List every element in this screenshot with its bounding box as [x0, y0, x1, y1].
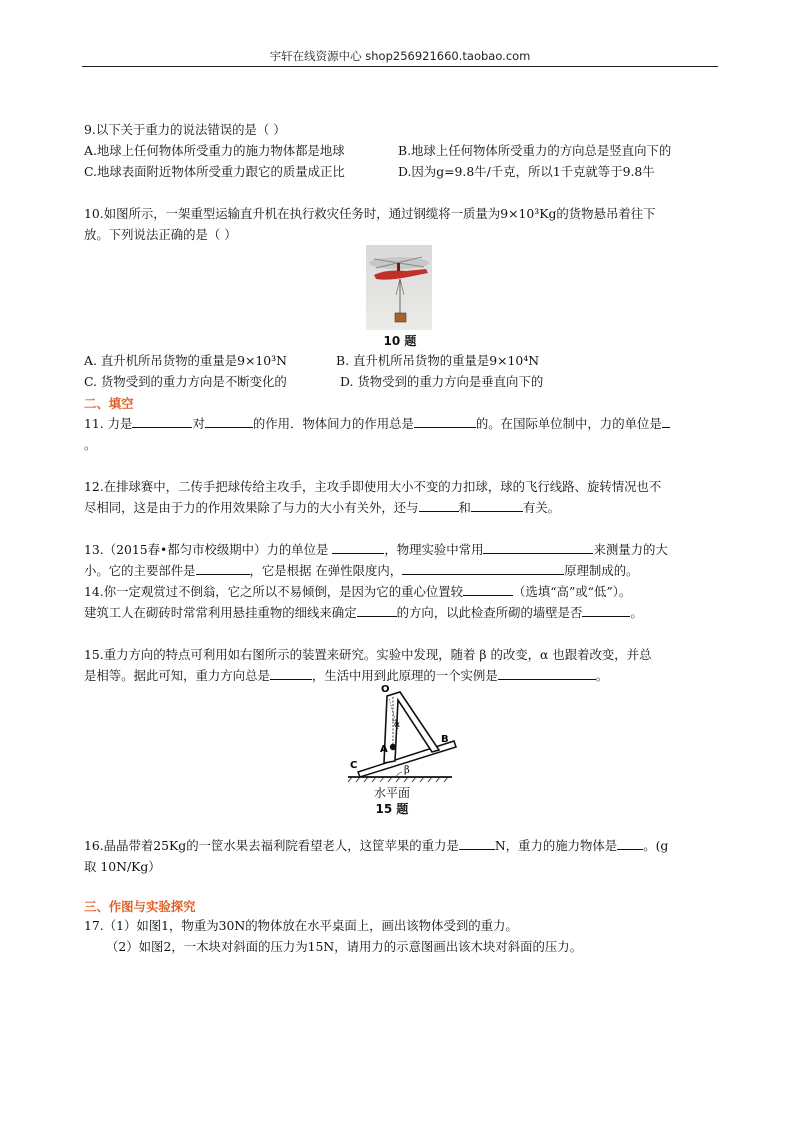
- label-a: A: [380, 744, 388, 755]
- q9-option-c: C.地球表面附近物体所受重力跟它的质量成正比: [84, 164, 345, 179]
- q15-blank1[interactable]: [270, 667, 312, 680]
- q15-part2: ，生活中用到此原理的一个实例是: [311, 668, 498, 683]
- q9-option-d: D.因为g=9.8牛/千克，所以1千克就等于9.8牛: [398, 164, 655, 179]
- q13-part2: ，物理实验中常用: [384, 542, 484, 557]
- q15-part1: 是相等。据此可知，重力方向总是: [84, 668, 270, 683]
- q16-part2: N，重力的施力物体是: [494, 838, 618, 853]
- q13-part3: 来测量力的大: [593, 542, 668, 557]
- q16-line1: [84, 837, 668, 855]
- q12-part1: 尽相同，这是由于力的作用效果除了与力的大小有关外，还与: [84, 500, 419, 515]
- q10-option-a: A. 直升机所吊货物的重量是9×10³N: [84, 353, 287, 368]
- q16-part1: 16.晶晶带着25Kg的一筐水果去福利院看望老人，这筐苹果的重力是: [84, 838, 459, 853]
- q15-part3: 。: [595, 668, 609, 683]
- q15-line1: 15.重力方向的特点可利用如右图所示的装置来研究。实验中发现，随着 β 的改变，α 也跟着改变，并总: [84, 647, 652, 662]
- q10-option-b: B. 直升机所吊货物的重量是9×10⁴N: [336, 353, 540, 368]
- q16-part3: 。(g: [643, 838, 669, 853]
- q10-option-c: C. 货物受到的重力方向是不断变化的: [84, 374, 287, 389]
- q10-option-d: D. 货物受到的重力方向是垂直向下的: [340, 374, 544, 389]
- q12-blank2[interactable]: [471, 499, 523, 512]
- label-alpha: α: [394, 720, 401, 730]
- label-b: B: [441, 734, 449, 745]
- q11-part2: 对: [192, 416, 205, 431]
- q13-part1: 13.（2015春•都匀市校级期中）力的单位是: [84, 542, 333, 557]
- label-c: C: [350, 760, 358, 771]
- q12-part3: 有关。: [522, 500, 561, 515]
- q15-blank2[interactable]: [498, 667, 596, 680]
- q11-blank1[interactable]: [132, 415, 192, 428]
- q14-line1: [84, 583, 631, 601]
- q15-figure-caption: 15 题: [375, 802, 409, 816]
- q11-part3: 的作用．物体间力的作用总是: [252, 416, 414, 431]
- q9-option-a: A.地球上任何物体所受重力的施力物体都是地球: [84, 143, 345, 158]
- label-o: O: [381, 684, 390, 695]
- q13-blank1[interactable]: [332, 541, 384, 554]
- q14-part2: （选填“高”或“低”）。: [513, 584, 632, 599]
- q13-blank2[interactable]: [483, 541, 593, 554]
- q13-part4: 小。它的主要部件是: [84, 563, 196, 578]
- q10-figure-caption: 10 题: [383, 334, 417, 348]
- q9-option-b: B.地球上任何物体所受重力的方向总是竖直向下的: [398, 143, 672, 158]
- q16-blank1[interactable]: [459, 837, 495, 850]
- section-fill-in-title: 二、填空: [84, 396, 134, 411]
- q11-part1: 11. 力是: [84, 416, 133, 431]
- q9-stem: 9.以下关于重力的说法错误的是（ ）: [84, 122, 286, 137]
- q11-part4: 的。在国际单位制中，力的单位是: [475, 416, 662, 431]
- q16-blank2[interactable]: [617, 837, 643, 850]
- q10-stem-line1: 10.如图所示，一架重型运输直升机在执行救灾任务时，通过钢缆将一质量为9×10³Kg的货物悬吊着往下: [84, 206, 656, 221]
- q17-line1: 17.（1）如图1，物重为30N的物体放在水平桌面上，画出该物体受到的重力。: [84, 918, 518, 933]
- header-rule: [82, 66, 718, 67]
- q14-part3: 建筑工人在砌砖时常常利用悬挂重物的细线来确定: [84, 605, 357, 620]
- page-header: 宇轩在线资源中心 shop256921660.taobao.com: [269, 49, 531, 63]
- q11-blank4[interactable]: [662, 415, 670, 428]
- incline-apparatus-figure: [340, 680, 465, 788]
- q11-line1: [84, 415, 670, 433]
- q14-part5: 。: [630, 605, 643, 620]
- q10-stem-line2: 放。下列说法正确的是（ ）: [84, 227, 237, 242]
- q16-line2: 取 10N/Kg）: [84, 859, 161, 874]
- q12-line1: 12.在排球赛中，二传手把球传给主攻手，主攻手即使用大小不变的力扣球，球的飞行线路、旋转情况也不: [84, 479, 662, 494]
- q13-part5: ，它是根据 在弹性限度内，: [249, 563, 403, 578]
- q15-ground-label: 水平面: [373, 786, 410, 800]
- q13-blank4[interactable]: [402, 562, 564, 575]
- q14-line2: [84, 604, 643, 622]
- q11-blank2[interactable]: [205, 415, 253, 428]
- q11-line2: 。: [84, 437, 97, 452]
- q11-blank3[interactable]: [414, 415, 476, 428]
- q14-blank3[interactable]: [582, 604, 630, 617]
- q12-part2: 和: [458, 500, 471, 515]
- q13-part6: 原理制成的。: [564, 563, 639, 578]
- q13-line2: [84, 562, 639, 580]
- q13-line1: [84, 541, 668, 559]
- label-beta: β: [404, 765, 410, 776]
- q12-line2: [84, 499, 560, 517]
- q13-blank3[interactable]: [196, 562, 250, 575]
- q14-blank1[interactable]: [463, 583, 513, 596]
- q14-blank2[interactable]: [357, 604, 397, 617]
- q14-part4: 的方向，以此检查所砌的墙壁是否: [396, 605, 583, 620]
- section-drawing-title: 三、作图与实验探究: [84, 899, 196, 914]
- q14-part1: 14.你一定观赏过不倒翁，它之所以不易倾倒，是因为它的重心位置较: [84, 584, 464, 599]
- q12-blank1[interactable]: [419, 499, 459, 512]
- q17-line2: （2）如图2，一木块对斜面的压力为15N，请用力的示意图画出该木块对斜面的压力。: [106, 939, 583, 954]
- helicopter-figure: [366, 245, 432, 330]
